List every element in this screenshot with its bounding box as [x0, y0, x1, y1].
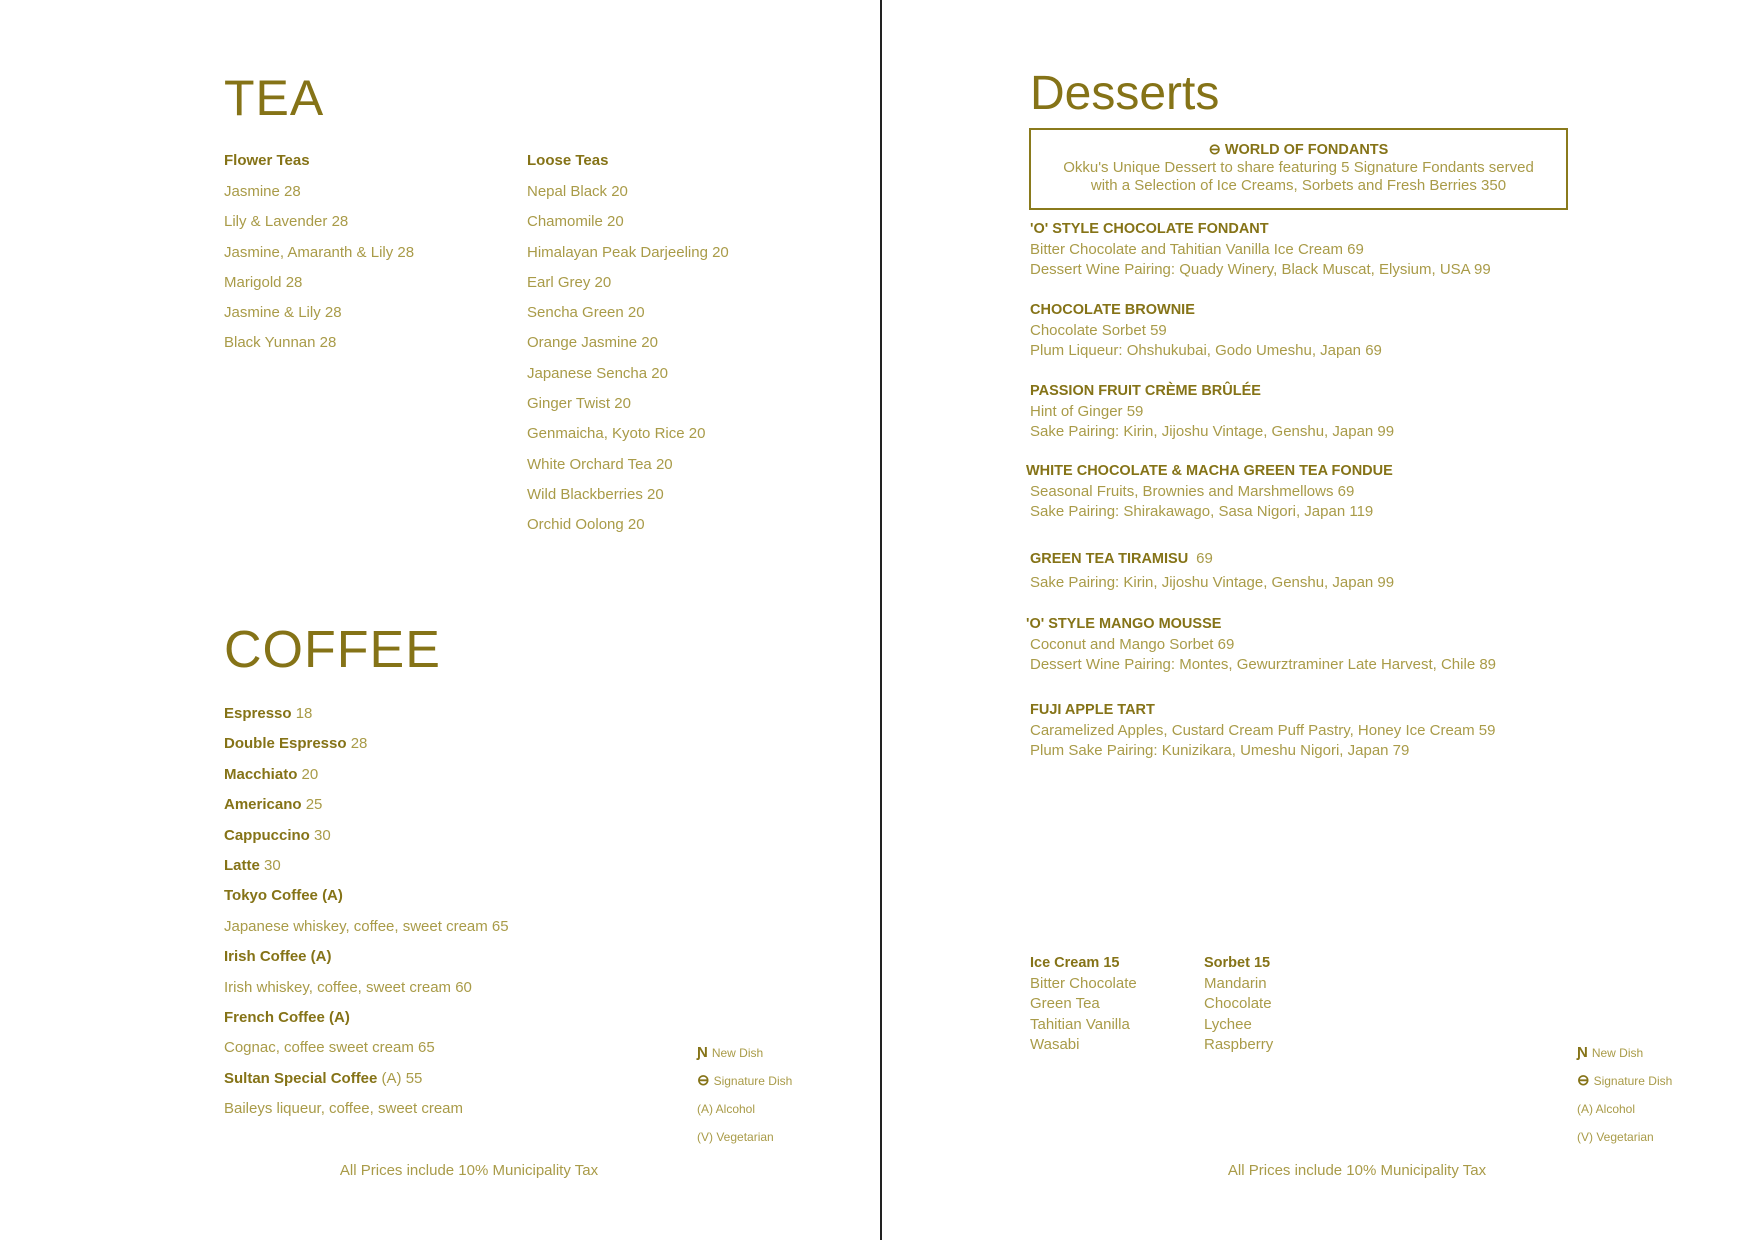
ice-cream-flavor: Tahitian Vanilla [1030, 1015, 1130, 1033]
dessert-item [1030, 549, 1394, 593]
legend-alcohol: (A) Alcohol [697, 1102, 756, 1116]
dessert-item [1030, 219, 1491, 281]
dessert-title [1026, 614, 1496, 635]
legend-signature-dish: ⊖ Signature Dish [1577, 1072, 1673, 1089]
dessert-name: 'O' STYLE CHOCOLATE FONDANT [1030, 221, 1269, 237]
feature-title: ⊖ WORLD OF FONDANTS [1208, 142, 1389, 158]
dessert-title [1030, 549, 1394, 570]
dessert-title [1030, 700, 1495, 721]
coffee-description: Irish whiskey, coffee, sweet cream 60 [224, 978, 472, 996]
ice-cream-flavor: Green Tea [1030, 995, 1100, 1012]
tea-item: Himalayan Peak Darjeeling 20 [527, 243, 729, 261]
dessert-price: 69 [1196, 550, 1213, 567]
coffee-list [224, 699, 509, 1125]
tea-item: White Orchard Tea 20 [527, 455, 673, 473]
dessert-line: Chocolate Sorbet 59 [1030, 321, 1167, 339]
sorbet-flavor: Lychee [1204, 1015, 1252, 1033]
sorbet-heading: Sorbet 15 [1204, 955, 1271, 971]
coffee-item [224, 942, 509, 972]
sorbet-flavor: Chocolate [1204, 995, 1272, 1012]
signature-dish-icon: ⊖ [697, 1072, 710, 1089]
dessert-title [1030, 219, 1491, 240]
coffee-price: 30 [309, 826, 331, 844]
coffee-item [224, 760, 509, 790]
legend-new-dish: Ɲ New Dish [697, 1044, 764, 1061]
tea-item: Jasmine 28 [224, 183, 301, 200]
world-of-fondants-box [1029, 128, 1568, 210]
coffee-name: Latte [224, 857, 260, 875]
desserts-title: Desserts [1030, 67, 1220, 120]
legend-alcohol: (A) Alcohol [1577, 1102, 1636, 1116]
legend-vegetarian: (V) Vegetarian [1577, 1130, 1654, 1144]
coffee-description: Baileys liqueur, coffee, sweet cream [224, 1100, 464, 1118]
dessert-line: Plum Liqueur: Ohshukubai, Godo Umeshu, Japan 69 [1030, 342, 1382, 359]
dessert-item [1030, 700, 1495, 762]
ice-cream-flavor: Bitter Chocolate [1030, 974, 1137, 992]
dessert-name: CHOCOLATE BROWNIE [1030, 302, 1195, 318]
dessert-name: WHITE CHOCOLATE & MACHA GREEN TEA FONDUE [1026, 463, 1393, 479]
dessert-item [1026, 614, 1496, 676]
tea-item: Jasmine & Lily 28 [224, 304, 342, 322]
tea-title: TEA [224, 70, 325, 126]
tea-item: Japanese Sencha 20 [527, 364, 668, 382]
tea-item: Ginger Twist 20 [527, 395, 631, 413]
dessert-line: Seasonal Fruits, Brownies and Marshmellows 69 [1030, 482, 1355, 500]
coffee-item [224, 1064, 509, 1094]
coffee-name: Sultan Special Coffee [224, 1069, 378, 1087]
dessert-line: Coconut and Mango Sorbet 69 [1030, 635, 1235, 653]
flower-teas-list [224, 177, 414, 359]
signature-dish-icon: ⊖ [1577, 1072, 1590, 1089]
dessert-item [1030, 300, 1382, 362]
dessert-item [1030, 381, 1394, 443]
legend-new-dish: Ɲ New Dish [1577, 1044, 1644, 1061]
legend-left [697, 1039, 792, 1151]
tea-item: Jasmine, Amaranth & Lily 28 [224, 243, 415, 261]
coffee-item [224, 729, 509, 759]
ice-cream-column [1030, 953, 1137, 1056]
coffee-description: Cognac, coffee sweet cream 65 [224, 1039, 435, 1057]
coffee-name: Tokyo Coffee (A) [224, 887, 343, 905]
coffee-name: Macchiato [224, 765, 298, 783]
coffee-item [224, 699, 509, 729]
coffee-price: 28 [346, 735, 368, 753]
new-dish-icon: Ɲ [697, 1044, 708, 1061]
tax-note-left: All Prices include 10% Municipality Tax [339, 1162, 599, 1179]
coffee-name: Cappuccino [224, 826, 310, 844]
ice-cream-flavor: Wasabi [1030, 1036, 1080, 1053]
coffee-title: COFFEE [224, 621, 441, 679]
tea-item: Nepal Black 20 [527, 183, 628, 200]
dessert-line: Bitter Chocolate and Tahitian Vanilla Ice Cream 69 [1030, 240, 1364, 258]
tea-item: Lily & Lavender 28 [224, 213, 349, 231]
page-divider [880, 0, 882, 1240]
dessert-line: Dessert Wine Pairing: Montes, Gewurztraminer Late Harvest, Chile 89 [1030, 656, 1497, 673]
dessert-name: GREEN TEA TIRAMISU [1030, 551, 1189, 567]
coffee-price: 30 [259, 857, 281, 875]
coffee-item [224, 821, 509, 851]
dessert-line: Sake Pairing: Kirin, Jijoshu Vintage, Genshu, Japan 99 [1030, 423, 1395, 440]
coffee-description: Japanese whiskey, coffee, sweet cream 65 [224, 917, 509, 935]
dessert-name: FUJI APPLE TART [1030, 702, 1155, 718]
tea-item: Black Yunnan 28 [224, 334, 337, 352]
flower-teas-heading: Flower Teas [224, 152, 310, 169]
loose-teas-heading: Loose Teas [527, 152, 609, 169]
dessert-line: Caramelized Apples, Custard Cream Puff Pastry, Honey Ice Cream 59 [1030, 721, 1496, 739]
legend-signature-dish: ⊖ Signature Dish [697, 1072, 793, 1089]
sorbet-list [1204, 974, 1273, 1056]
sorbet-flavor: Raspberry [1204, 1036, 1274, 1053]
dessert-name: PASSION FRUIT CRÈME BRÛLÉE [1030, 383, 1261, 399]
dessert-line: Plum Sake Pairing: Kunizikara, Umeshu Nigori, Japan 79 [1030, 742, 1410, 759]
coffee-price: 18 [291, 705, 313, 722]
tea-item: Marigold 28 [224, 273, 303, 291]
dessert-line: Sake Pairing: Shirakawago, Sasa Nigori, Japan 119 [1030, 503, 1374, 520]
sorbet-column [1204, 953, 1273, 1056]
coffee-name: Irish Coffee (A) [224, 948, 332, 966]
tea-item: Orange Jasmine 20 [527, 334, 658, 352]
legend-right [1577, 1039, 1672, 1151]
feature-line-1: Okku's Unique Dessert to share featuring 5 Signature Fondants served [1063, 159, 1534, 176]
coffee-name: Americano [224, 796, 302, 814]
tea-item: Earl Grey 20 [527, 273, 612, 291]
signature-dish-icon: ⊖ [1208, 142, 1225, 158]
dessert-line: Dessert Wine Pairing: Quady Winery, Black Muscat, Elysium, USA 99 [1030, 261, 1491, 278]
tea-item: Wild Blackberries 20 [527, 485, 664, 503]
coffee-item [224, 790, 509, 820]
tea-item: Genmaicha, Kyoto Rice 20 [527, 425, 706, 443]
coffee-item [224, 881, 509, 911]
tea-item: Chamomile 20 [527, 213, 624, 231]
coffee-name: Espresso [224, 705, 292, 722]
dessert-name: 'O' STYLE MANGO MOUSSE [1026, 616, 1222, 632]
ice-cream-list [1030, 974, 1137, 1056]
coffee-name: Double Espresso [224, 735, 347, 753]
dessert-line: Sake Pairing: Kirin, Jijoshu Vintage, Genshu, Japan 99 [1030, 573, 1395, 591]
dessert-title [1030, 300, 1382, 321]
coffee-name: French Coffee (A) [224, 1009, 350, 1027]
dessert-item [1026, 461, 1393, 523]
new-dish-icon: Ɲ [1577, 1044, 1588, 1061]
coffee-price: (A) 55 [377, 1069, 423, 1087]
feature-line-2: with a Selection of Ice Creams, Sorbets and Fresh Berries 350 [1090, 177, 1507, 194]
tea-item: Sencha Green 20 [527, 304, 645, 322]
legend-vegetarian: (V) Vegetarian [697, 1130, 774, 1144]
dessert-line: Hint of Ginger 59 [1030, 402, 1144, 420]
dessert-title [1026, 461, 1393, 482]
dessert-title [1030, 381, 1394, 402]
coffee-price: 25 [301, 796, 323, 814]
loose-teas-list [527, 177, 729, 541]
ice-cream-heading: Ice Cream 15 [1030, 955, 1120, 971]
tea-item: Orchid Oolong 20 [527, 516, 645, 534]
coffee-item [224, 851, 509, 881]
tax-note-right: All Prices include 10% Municipality Tax [1227, 1162, 1487, 1179]
coffee-price: 20 [297, 765, 319, 783]
coffee-item [224, 1003, 509, 1033]
sorbet-flavor: Mandarin [1204, 974, 1267, 992]
